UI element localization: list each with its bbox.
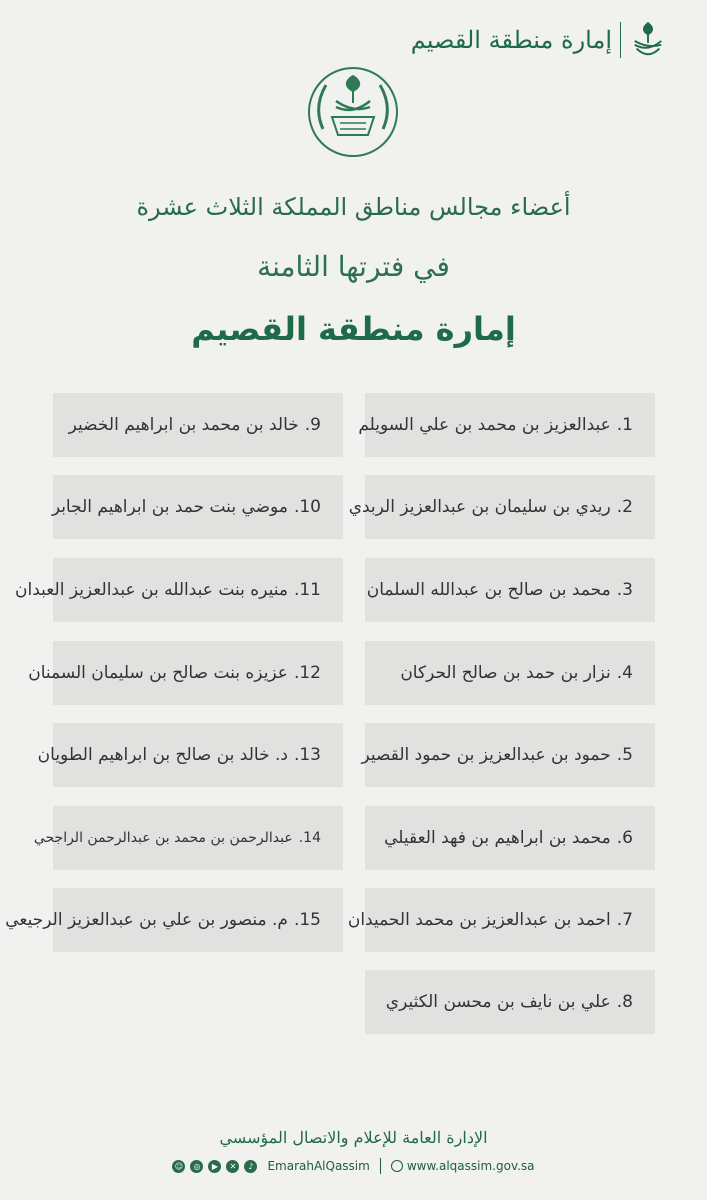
- members-grid: [5, 393, 655, 1034]
- member-item: 6. محمد بن ابراهيم بن فهد العقيلي: [365, 806, 655, 870]
- footer-bar: [0, 1158, 707, 1174]
- x-icon[interactable]: ✕: [226, 1160, 239, 1173]
- member-item: 8. علي بن نايف بن محسن الكثيري: [365, 970, 655, 1034]
- member-item: 15. م. منصور بن علي بن عبدالعزيز الرجيعي: [53, 888, 343, 952]
- member-item: 14. عبدالرحمن بن محمد بن عبدالرحمن الراجحي: [53, 806, 343, 870]
- header-title: إمارة منطقة القصيم: [410, 26, 612, 54]
- member-item: 11. منيره بنت عبدالله بن عبدالعزيز العبدان: [53, 558, 343, 622]
- member-item: 1. عبدالعزيز بن محمد بن علي السويلم: [365, 393, 655, 457]
- member-item: 13. د. خالد بن صالح بن ابراهيم الطويان: [53, 723, 343, 787]
- saudi-emblem-icon: [629, 18, 667, 62]
- member-item: 10. موضي بنت حمد بن ابراهيم الجابر: [53, 475, 343, 539]
- website-link[interactable]: [391, 1159, 535, 1173]
- tiktok-icon[interactable]: ♪: [244, 1160, 257, 1173]
- member-item: 3. محمد بن صالح بن عبدالله السلمان: [365, 558, 655, 622]
- social-icons: [172, 1160, 257, 1173]
- header-logo: [411, 18, 667, 62]
- website-url[interactable]: www.alqassim.gov.sa: [406, 1159, 535, 1173]
- youtube-icon[interactable]: ▶: [208, 1160, 221, 1173]
- footer-department: الإدارة العامة للإعلام والاتصال المؤسسي: [219, 1128, 488, 1147]
- instagram-icon[interactable]: ◎: [190, 1160, 203, 1173]
- member-item: 5. حمود بن عبدالعزيز بن حمود القصير: [365, 723, 655, 787]
- footer-separator: [380, 1158, 381, 1174]
- member-item: 4. نزار بن حمد بن صالح الحركان: [365, 641, 655, 705]
- heading-line-3: إمارة منطقة القصيم: [191, 310, 516, 348]
- heading-line-2: في فترتها الثامنة: [257, 250, 450, 283]
- social-handle[interactable]: EmarahAlQassim: [267, 1159, 370, 1173]
- member-item: 9. خالد بن محمد بن ابراهيم الخضير: [53, 393, 343, 457]
- member-item: 7. احمد بن عبدالعزيز بن محمد الحميدان: [365, 888, 655, 952]
- member-item: 12. عزيزه بنت صالح بن سليمان السمنان: [53, 641, 343, 705]
- heading-line-1: أعضاء مجالس مناطق المملكة الثلاث عشرة: [136, 193, 571, 221]
- header-separator: [620, 22, 621, 58]
- member-item: 2. ريدي بن سليمان بن عبدالعزيز الربدي: [365, 475, 655, 539]
- ministry-emblem-icon: [298, 57, 408, 167]
- snapchat-icon[interactable]: ☺: [172, 1160, 185, 1173]
- globe-icon: [391, 1160, 403, 1172]
